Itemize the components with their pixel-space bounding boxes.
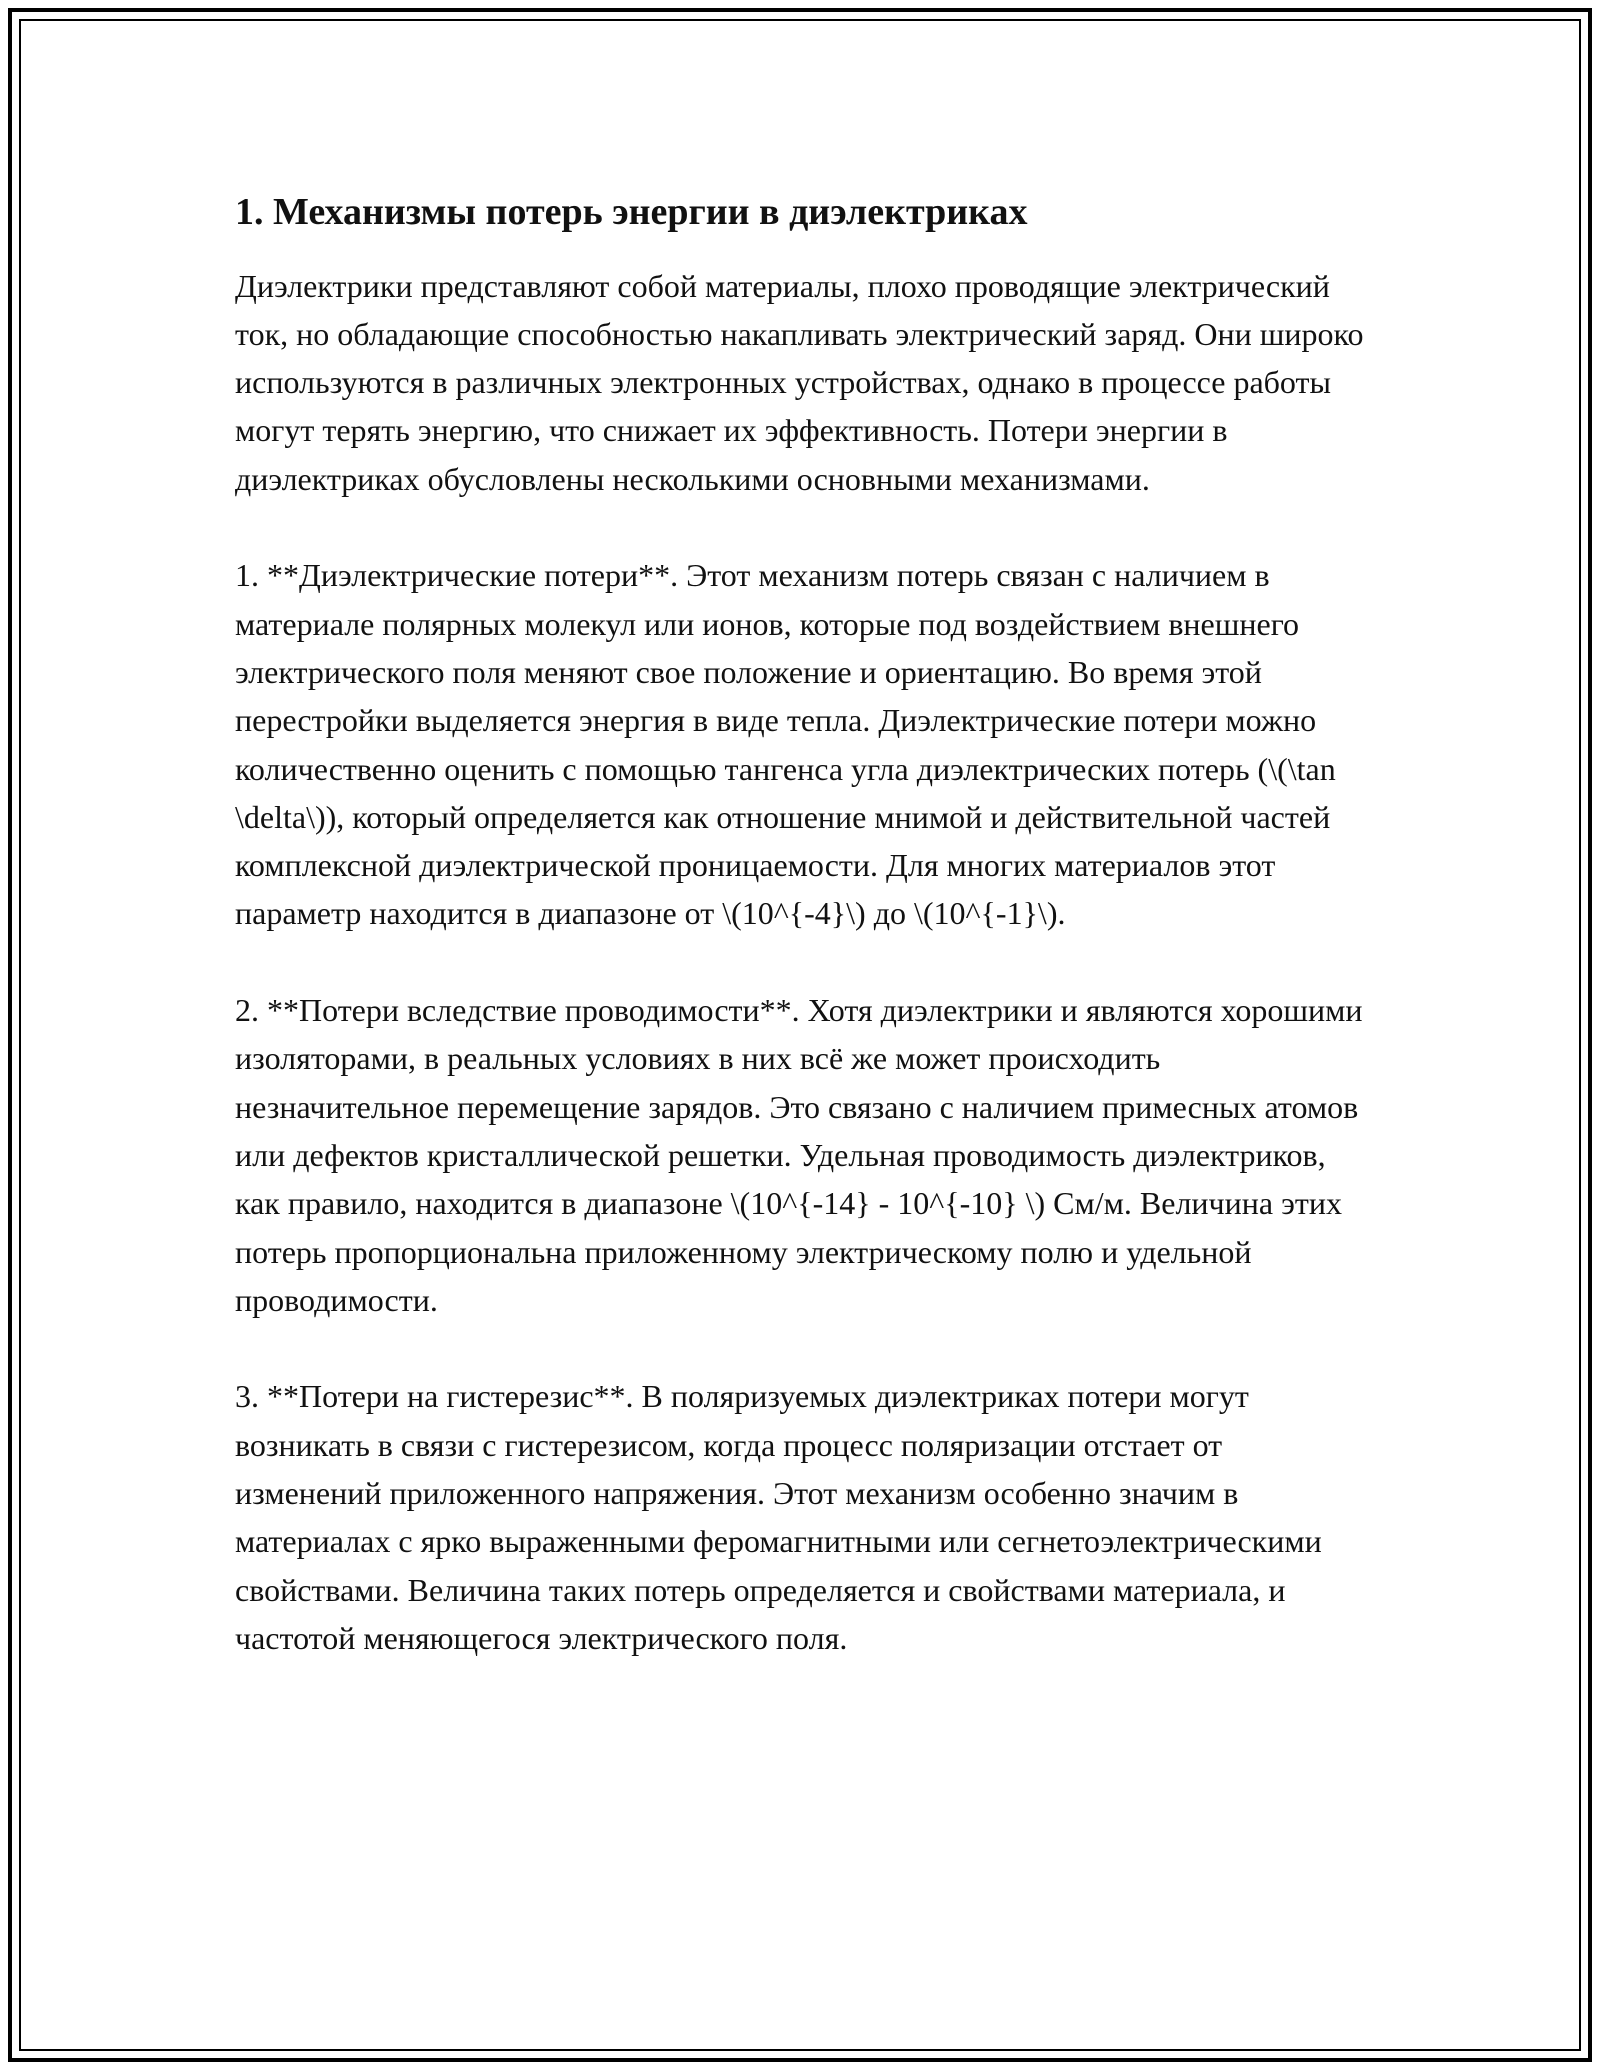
section-heading: 1. Механизмы потерь энергии в диэлектриках: [235, 191, 1028, 233]
document-body: [235, 180, 1375, 1711]
dielectric-losses-paragraph: 1. **Диэлектрические потери**. Этот механизм потерь связан с наличием в материале полярных молекул или ионов, которые под воздействием внешнего электрического поля меняют свое положение и ориентацию. Во время этой перестройки выделяется энергия в виде тепла. Диэлектрические потери можно количественно оценить с помощью тангенса угла диэлектрических потерь (\(\tan \delta\)), который определяется как отношение мнимой и действительной частей комплексной диэлектрической проницаемости. Для многих материалов этот параметр находится в диапазоне от \(10^{-4}\) до \(10^{-1}\).: [235, 557, 1336, 932]
intro-paragraph: Диэлектрики представляют собой материалы, плохо проводящие электрический ток, но обладающие способностью накапливать электрический заряд. Они широко используются в различных электронных устройствах, однако в процессе работы могут терять энергию, что снижает их эффективность. Потери энергии в диэлектриках обусловлены несколькими основными механизмами.: [235, 267, 1364, 497]
hysteresis-losses-paragraph: 3. **Потери на гистерезис**. В поляризуемых диэлектриках потери могут возникать в связи с гистерезисом, когда процесс поляризации отстает от изменений приложенного напряжения. Этот механизм особенно значим в материалах с ярко выраженными феромагнитными или сегнетоэлектрическими свойствами. Величина таких потерь определяется и свойствами материала, и частотой меняющегося электрического поля.: [235, 1378, 1322, 1656]
conduction-losses-paragraph: 2. **Потери вследствие проводимости**. Хотя диэлектрики и являются хорошими изоляторами, в реальных условиях в них всё же может происходить незначительное перемещение зарядов. Это связано с наличием примесных атомов или дефектов кристаллической решетки. Удельная проводимость диэлектриков, как правило, находится в диапазоне \(10^{-14} - 10^{-10} \) См/м. Величина этих потерь пропорциональна приложенному электрическому полю и удельной проводимости.: [235, 992, 1363, 1318]
